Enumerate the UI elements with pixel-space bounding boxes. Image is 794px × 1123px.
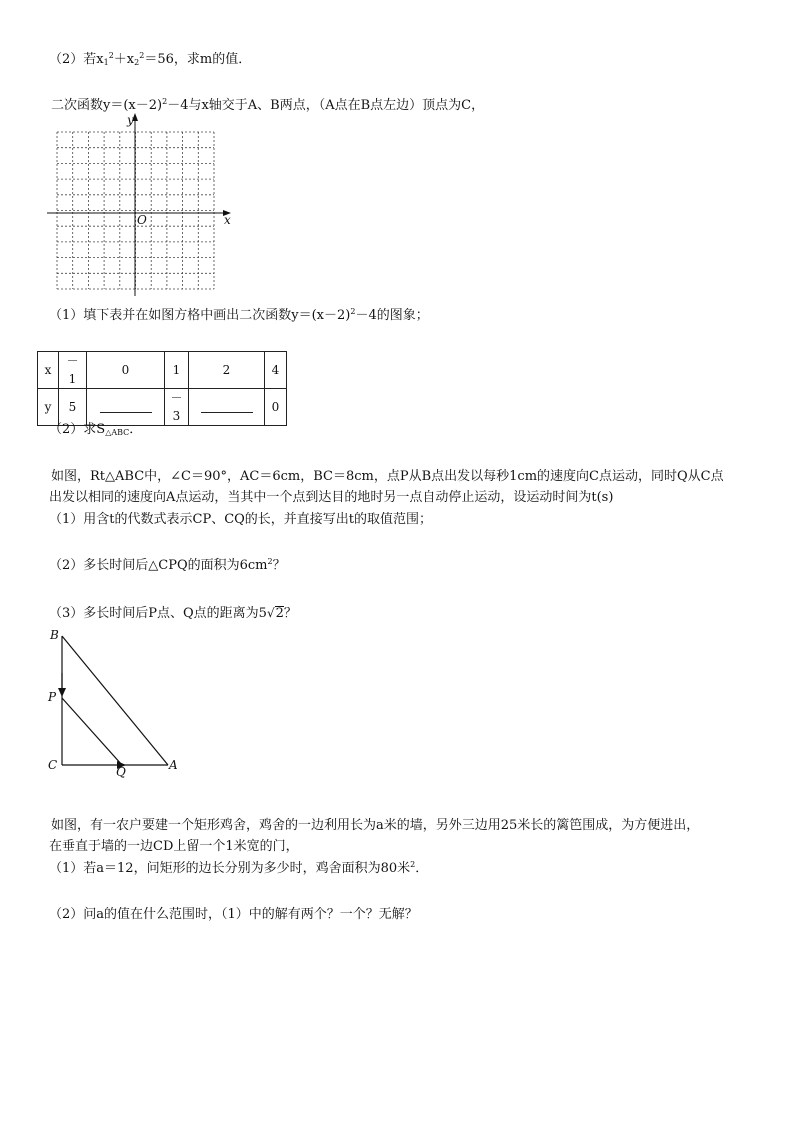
coop-part1 xyxy=(49,861,428,877)
triangle-part2-a: （2）多长时间后△CPQ的面积为6cm xyxy=(49,558,268,573)
table-cell: 4 xyxy=(265,352,287,389)
triangle-part3-a: （3）多长时间后P点、Q点的距离为5 xyxy=(49,606,267,621)
label-a: A xyxy=(169,758,178,772)
coop-stem-line1: 如图，有一农户要建一个矩形鸡舍，鸡舍的一边利用长为a米的墙，另外三边用25米长的篱笆围成，为方便进出， xyxy=(51,818,700,833)
y-axis-label: y xyxy=(127,113,134,127)
table-cell: 1 xyxy=(165,352,189,389)
label-c: C xyxy=(48,758,58,772)
answer-blank[interactable] xyxy=(100,400,152,413)
table-cell: 5 xyxy=(59,389,87,426)
origin-label: O xyxy=(137,213,147,227)
coop-part1-a: （1）若a＝12，问矩形的边长分别为多少时，鸡舍面积为80米 xyxy=(49,861,411,876)
segment-pq xyxy=(62,698,122,765)
table-cell: 0 xyxy=(87,352,165,389)
quadratic-part2-b: ． xyxy=(129,422,143,437)
triangle-figure xyxy=(40,625,200,779)
table-blank-cell[interactable] xyxy=(87,389,165,426)
triangle-part3-b: ？ xyxy=(283,606,297,621)
x-axis-label: x xyxy=(224,213,231,227)
triangle-part1: （1）用含t的代数式表示CP、CQ的长，并直接写出t的取值范围； xyxy=(49,512,433,527)
prev-part2-sub1: 1 xyxy=(103,58,109,67)
table-cell: x xyxy=(38,352,59,389)
triangle-part2 xyxy=(49,558,286,574)
table-cell: 0 xyxy=(265,389,287,426)
coop-part1-b: ． xyxy=(415,861,429,876)
quadratic-part1-sup: 2 xyxy=(350,307,356,316)
prev-part2-plus: ＋x xyxy=(113,52,135,67)
quadratic-stem-b: －4与x轴交于A、B两点，（A点在B点左边）顶点为C， xyxy=(167,98,485,113)
quadratic-part2 xyxy=(49,422,142,438)
sqrt-sign: √ xyxy=(266,606,275,620)
table-cell: －1 xyxy=(59,352,87,389)
table-blank-cell[interactable] xyxy=(189,389,265,426)
table-cell: 2 xyxy=(189,352,265,389)
triangle-stem-line2: 出发以相同的速度向A点运动，当其中一个点到达目的地时另一点自动停止运动，设运动时间为t(s) xyxy=(49,490,614,505)
quadratic-part2-a: （2）求S xyxy=(49,422,106,437)
coordinate-grid xyxy=(0,0,794,300)
answer-blank[interactable] xyxy=(201,400,253,413)
table-cell: y xyxy=(38,389,59,426)
prev-part2-sup1: 2 xyxy=(108,51,114,60)
prev-part2-suffix: ＝56，求m的值． xyxy=(144,52,252,67)
arrow-p-head xyxy=(58,688,66,697)
side-ab xyxy=(62,636,168,765)
prev-part2-sup2: 2 xyxy=(139,51,145,60)
label-q: Q xyxy=(116,765,126,779)
quadratic-part1-a: （1）填下表并在如图方格中画出二次函数y＝(x－2) xyxy=(49,308,351,323)
table-row-y xyxy=(38,389,287,426)
coop-part2: （2）问a的值在什么范围时，（1）中的解有两个？一个？无解？ xyxy=(49,907,418,922)
quadratic-part2-sub: △ABC xyxy=(105,428,130,437)
coop-part1-sup: 2 xyxy=(410,860,416,869)
quadratic-part1-b: －4的图象； xyxy=(355,308,429,323)
value-table xyxy=(37,351,287,426)
triangle-part2-sup: 2 xyxy=(267,557,273,566)
table-cell: －3 xyxy=(165,389,189,426)
quadratic-stem-sup: 2 xyxy=(162,97,168,106)
triangle-stem-line1: 如图，Rt△ABC中，∠C＝90°，AC＝6cm，BC＝8cm，点P从B点出发以每秒1cm的速度向C点运动，同时Q从C点 xyxy=(51,469,724,484)
quadratic-stem-a: 二次函数y＝(x－2) xyxy=(51,98,163,113)
triangle-part2-b: ？ xyxy=(272,558,286,573)
prev-part2-sub2: 2 xyxy=(134,58,140,67)
label-p: P xyxy=(48,690,57,704)
coop-stem-line2: 在垂直于墙的一边CD上留一个1米宽的门， xyxy=(49,839,299,854)
label-b: B xyxy=(50,628,59,642)
sqrt-radicand: 2 xyxy=(275,606,284,621)
triangle-part3 xyxy=(49,605,297,622)
quadratic-part1 xyxy=(49,308,429,324)
table-row-x xyxy=(38,352,287,389)
prev-part2-prefix: （2）若x xyxy=(49,52,104,67)
